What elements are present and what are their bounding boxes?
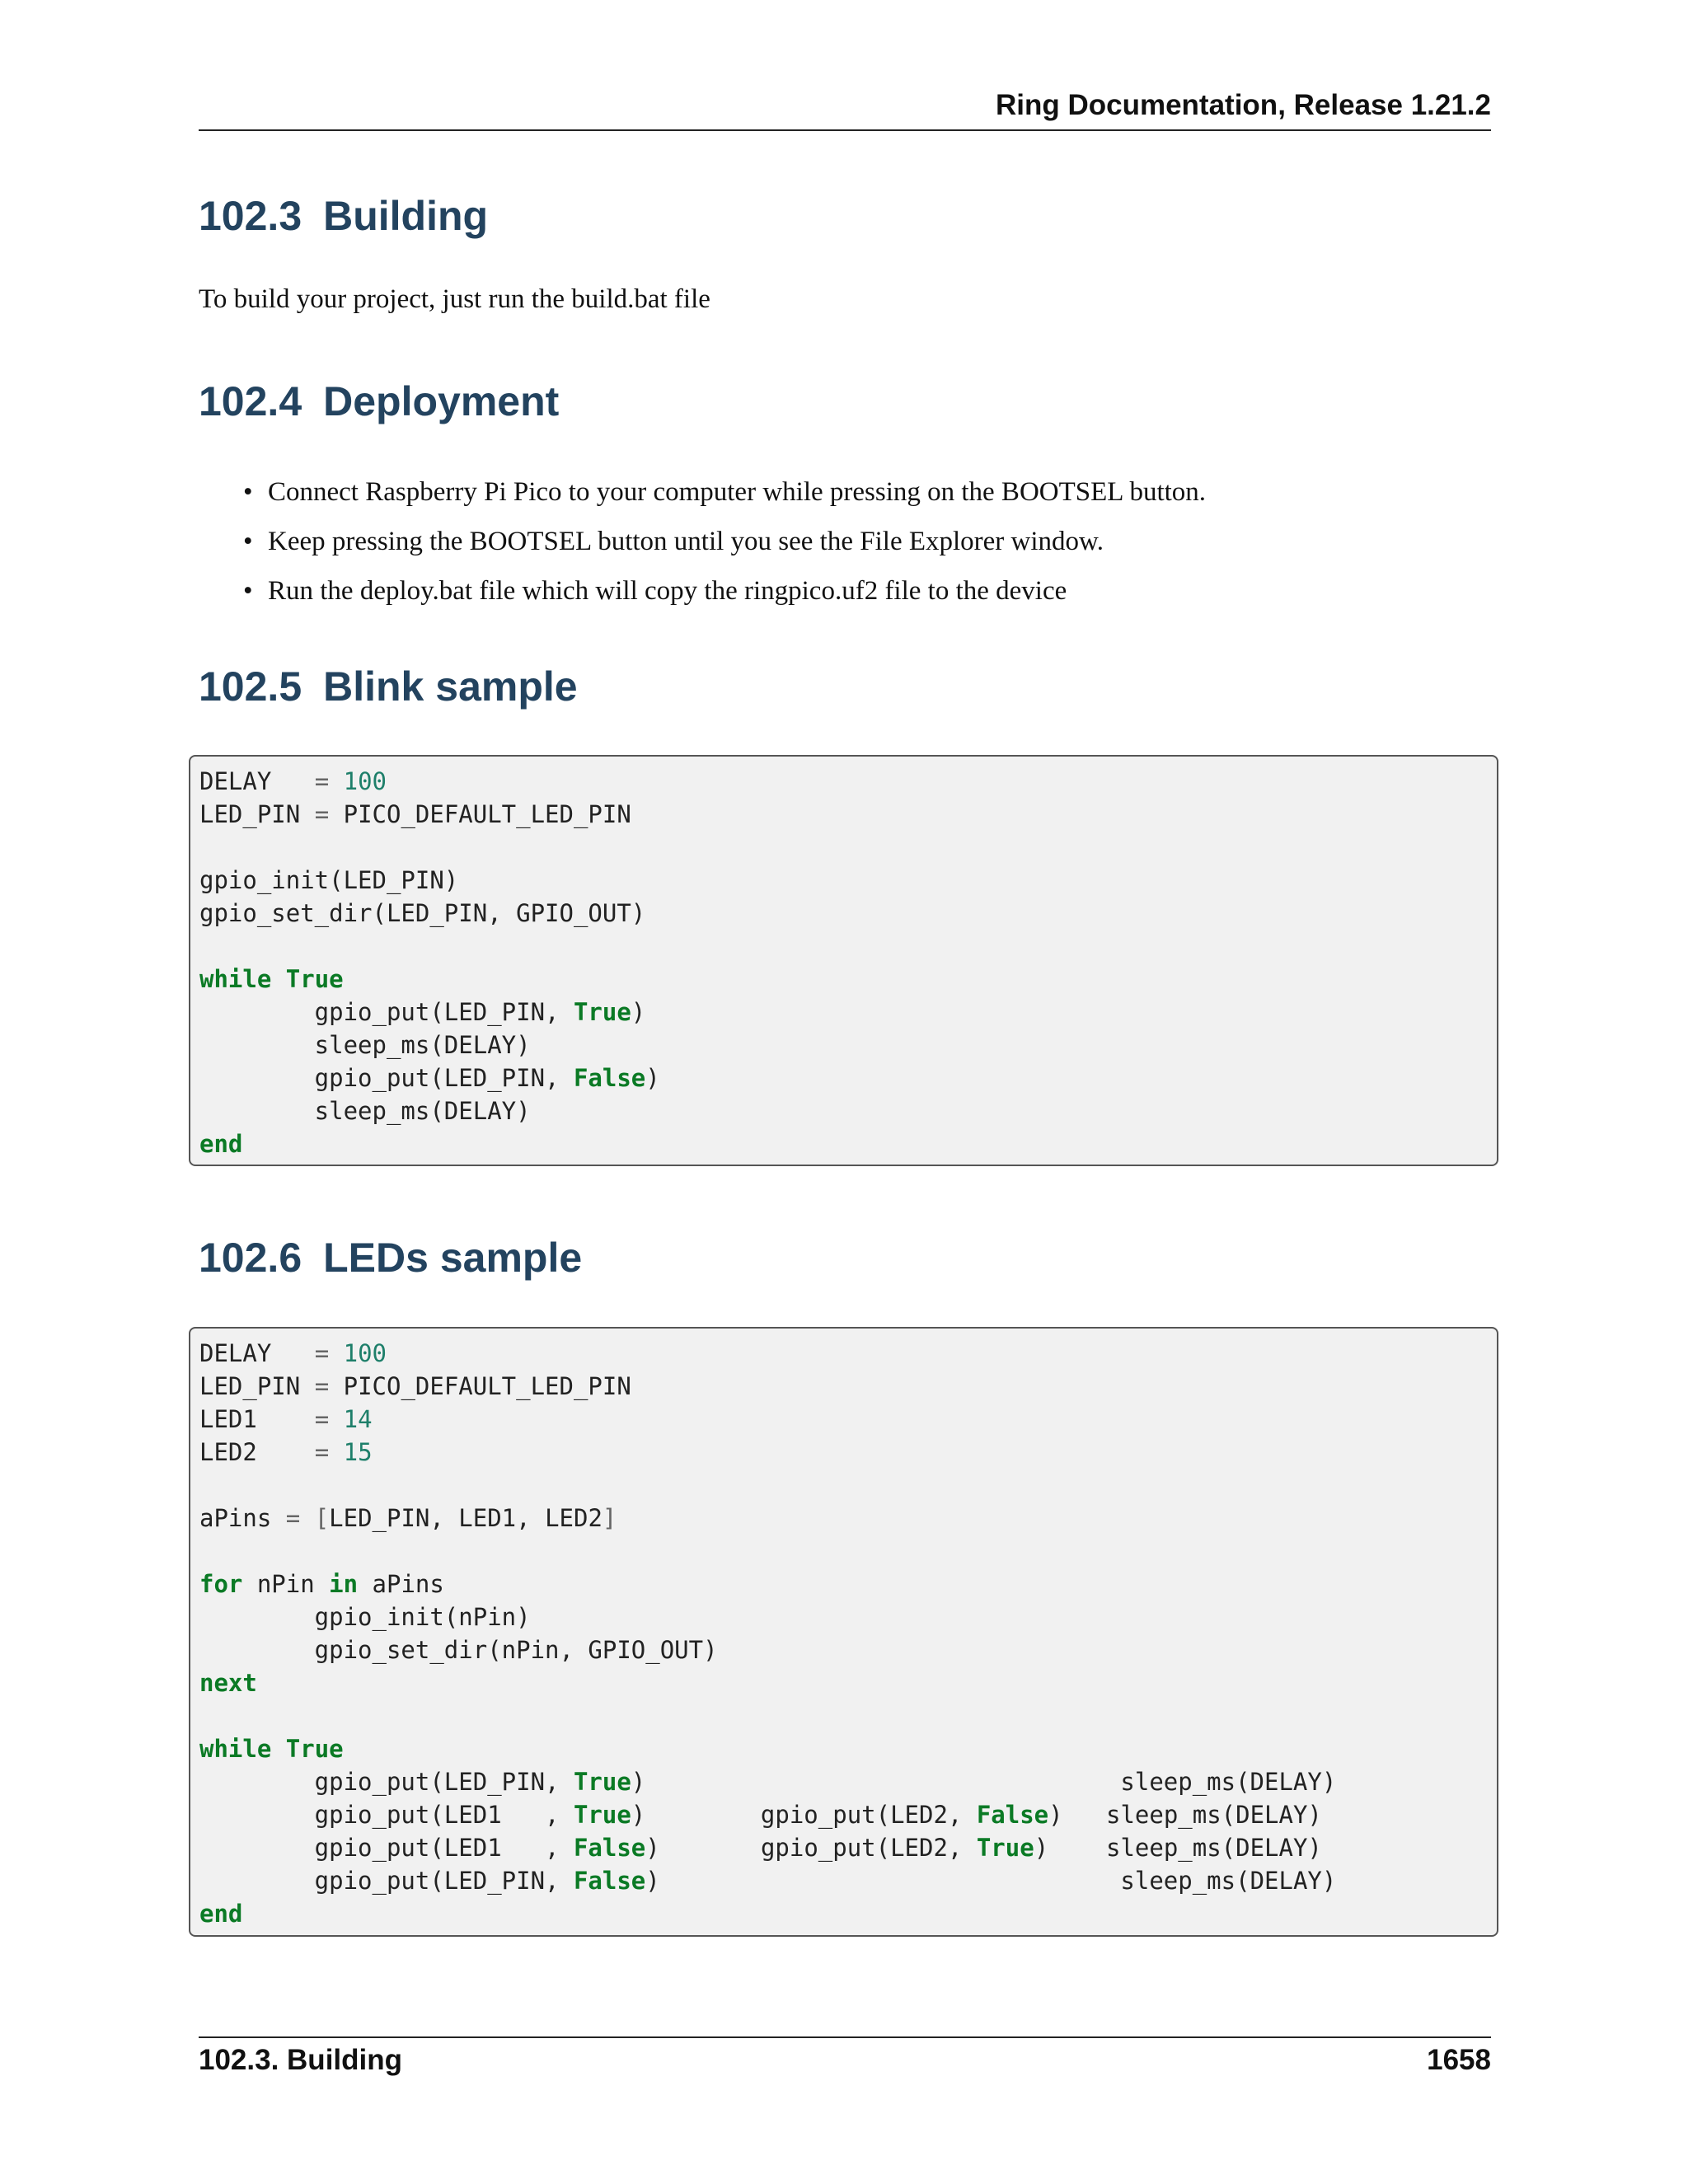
section-number: 102.5 xyxy=(199,663,302,710)
section-title: LEDs sample xyxy=(323,1235,583,1281)
footer-section-label: 102.3. Building xyxy=(199,2044,402,2076)
page-number: 1658 xyxy=(1427,2044,1491,2076)
code-block-blink xyxy=(189,755,1498,1166)
section-heading-deployment xyxy=(199,377,559,425)
footer-rule xyxy=(199,2036,1491,2038)
running-header: Ring Documentation, Release 1.21.2 xyxy=(995,89,1491,121)
section-number: 102.3 xyxy=(199,193,302,239)
section-heading-blink xyxy=(199,663,578,710)
list-item: • Connect Raspberry Pi Pico to your computer while pressing on the BOOTSEL button. xyxy=(199,471,1206,521)
header-rule xyxy=(199,129,1491,131)
deployment-bullet-list xyxy=(199,471,1206,620)
list-item: • Keep pressing the BOOTSEL button until you see the File Explorer window. xyxy=(199,521,1206,570)
section-heading-leds xyxy=(199,1234,582,1282)
list-item: • Run the deploy.bat file which will copy the ringpico.uf2 file to the device xyxy=(199,570,1206,620)
building-paragraph: To build your project, just run the build.bat file xyxy=(199,284,710,314)
section-heading-building xyxy=(199,192,488,240)
section-number: 102.4 xyxy=(199,378,302,424)
section-title: Blink sample xyxy=(323,663,578,710)
section-title: Building xyxy=(323,193,489,239)
code-text: DELAY = 100 LED_PIN = PICO_DEFAULT_LED_PIN LED1 = 14 LED2 = 15 aPins = [LED_PIN, LED1, LED2] for nPin in aPins gpio_init(nPin) gpio_set_dir(nPin, GPIO_OUT) next while True gpio_put(LED_PIN, True) sleep_ms(DELAY) gpio_put(LED1 , True) gpio_put(LED2, False) sleep_ms(DELAY) gpio_put(LED1 , False) gpio_put(LED2, True) sleep_ms(DELAY) gpio_put(LED_PIN, False) sleep_ms(DELAY) end xyxy=(199,1339,1337,1928)
code-block-leds xyxy=(189,1327,1498,1937)
section-title: Deployment xyxy=(323,378,560,424)
section-number: 102.6 xyxy=(199,1235,302,1281)
code-text: DELAY = 100 LED_PIN = PICO_DEFAULT_LED_PIN gpio_init(LED_PIN) gpio_set_dir(LED_PIN, GPIO_OUT) while True gpio_put(LED_PIN, True) sleep_ms(DELAY) gpio_put(LED_PIN, False) sleep_ms(DELAY) end xyxy=(199,767,660,1158)
